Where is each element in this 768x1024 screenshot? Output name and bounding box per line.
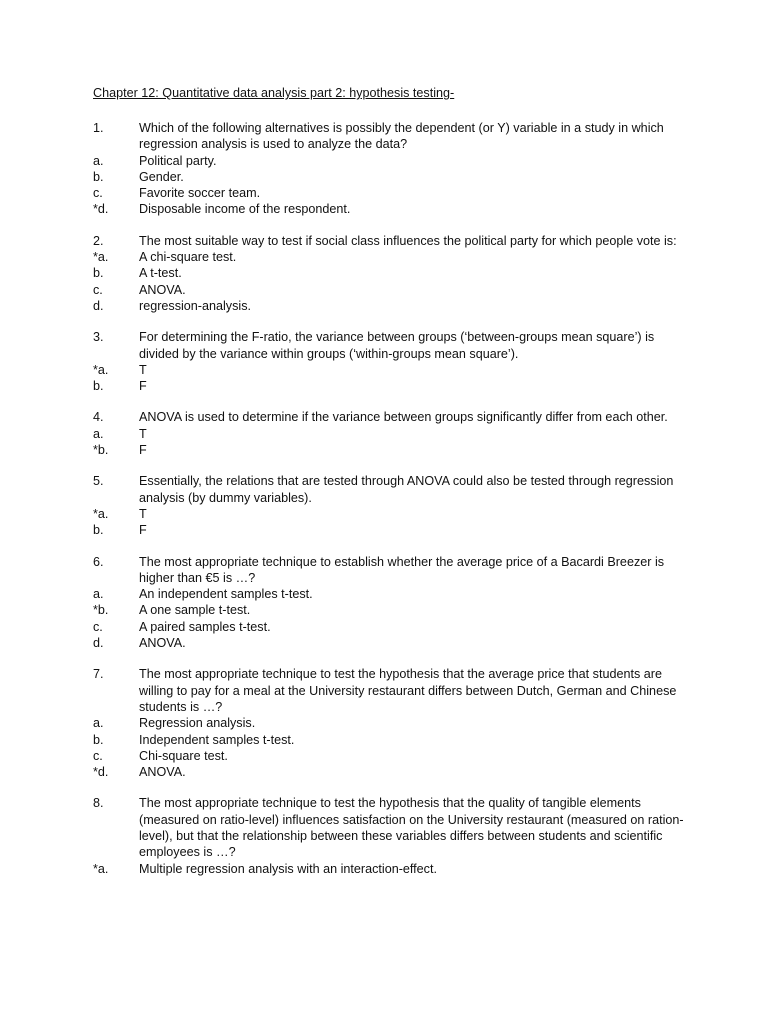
answer-option	[93, 522, 693, 538]
option-text: A t-test.	[139, 266, 182, 281]
answer-option	[93, 602, 693, 618]
question-row	[93, 795, 693, 860]
option-label: d.	[93, 298, 104, 313]
option-text: ANOVA.	[139, 282, 186, 297]
option-label: b.	[93, 379, 104, 394]
question-text: The most appropriate technique to test the hypothesis that the average price that students are willing to pay for a meal at the University restaurant differs between Dutch, German and Chinese students is …?	[139, 667, 677, 714]
question-text: ANOVA is used to determine if the variance between groups significantly differ from each other.	[139, 410, 668, 425]
answer-option	[93, 185, 693, 201]
option-text: regression-analysis.	[139, 298, 251, 313]
answer-option	[93, 732, 693, 748]
question-block	[93, 795, 693, 876]
question-block	[93, 554, 693, 652]
question-row	[93, 666, 693, 715]
option-label: a.	[93, 426, 104, 441]
answer-option	[93, 635, 693, 651]
option-text: Gender.	[139, 169, 184, 184]
answer-option	[93, 282, 693, 298]
question-number: 1.	[93, 121, 104, 135]
option-label: *d.	[93, 765, 109, 780]
option-text: F	[139, 379, 147, 394]
answer-option	[93, 861, 693, 877]
option-label: *b.	[93, 443, 109, 458]
question-text: The most appropriate technique to establish whether the average price of a Bacardi Breezer is higher than €5 is …?	[139, 554, 665, 585]
question-row	[93, 329, 693, 362]
answer-option	[93, 764, 693, 780]
answer-option	[93, 265, 693, 281]
question-block	[93, 666, 693, 780]
question-row	[93, 233, 693, 249]
option-text: An independent samples t-test.	[139, 587, 313, 602]
option-label: c.	[93, 282, 103, 297]
option-label: d.	[93, 636, 104, 651]
answer-option	[93, 362, 693, 378]
answer-option	[93, 426, 693, 442]
option-text: Multiple regression analysis with an interaction-effect.	[139, 861, 437, 876]
option-text: Regression analysis.	[139, 716, 256, 731]
question-number: 5.	[93, 474, 104, 489]
option-text: F	[139, 523, 147, 538]
answer-option	[93, 586, 693, 602]
question-block	[93, 473, 693, 538]
answer-option	[93, 506, 693, 522]
option-label: c.	[93, 186, 103, 201]
option-text: Chi-square test.	[139, 748, 228, 763]
question-text: For determining the F-ratio, the variance between groups (‘between-groups mean square’) is divided by the variance within groups (‘within-groups mean square’).	[139, 330, 655, 361]
question-number: 8.	[93, 796, 104, 811]
option-text: T	[139, 362, 147, 377]
answer-option	[93, 298, 693, 314]
option-label: c.	[93, 619, 103, 634]
option-label: b.	[93, 732, 104, 747]
option-label: *b.	[93, 603, 109, 618]
option-text: T	[139, 426, 147, 441]
option-label: b.	[93, 266, 104, 281]
question-block	[93, 120, 693, 218]
option-text: Independent samples t-test.	[139, 732, 295, 747]
answer-option	[93, 748, 693, 764]
option-label: b.	[93, 523, 104, 538]
answer-option	[93, 715, 693, 731]
option-text: ANOVA.	[139, 765, 186, 780]
option-label: *d.	[93, 202, 109, 217]
answer-option	[93, 442, 693, 458]
option-text: Favorite soccer team.	[139, 186, 261, 201]
option-label: a.	[93, 587, 104, 602]
answer-option	[93, 249, 693, 265]
answer-option	[93, 378, 693, 394]
option-text: Political party.	[139, 153, 217, 168]
option-text: A paired samples t-test.	[139, 619, 271, 634]
option-label: *a.	[93, 861, 109, 876]
question-block	[93, 233, 693, 314]
option-label: *a.	[93, 250, 109, 265]
question-number: 2.	[93, 233, 104, 248]
question-text: The most suitable way to test if social class influences the political party for which people vote is:	[139, 233, 677, 248]
option-text: A one sample t-test.	[139, 603, 251, 618]
answer-option	[93, 201, 693, 217]
option-text: ANOVA.	[139, 636, 186, 651]
question-row	[93, 473, 693, 506]
answer-option	[93, 619, 693, 635]
question-block	[93, 329, 693, 394]
question-row	[93, 409, 693, 425]
question-text: The most appropriate technique to test the hypothesis that the quality of tangible elements (measured on ratio-level) influences satisfaction on the University restaurant (measured on ration-level), but that the relationship between these variables differs between students and scientific employees is …?	[139, 796, 684, 860]
question-text: Which of the following alternatives is possibly the dependent (or Y) variable in a study in which regression analysis is used to analyze the data?	[139, 121, 664, 152]
question-number: 7.	[93, 667, 104, 682]
option-text: Disposable income of the respondent.	[139, 202, 351, 217]
option-text: A chi-square test.	[139, 250, 237, 265]
option-label: *a.	[93, 362, 109, 377]
option-label: *a.	[93, 506, 109, 521]
option-text: T	[139, 506, 147, 521]
answer-option	[93, 153, 693, 169]
question-block	[93, 409, 693, 458]
option-label: b.	[93, 169, 104, 184]
question-row	[93, 120, 693, 153]
answer-option	[93, 169, 693, 185]
question-number: 6.	[93, 554, 104, 569]
question-number: 3.	[93, 330, 104, 345]
option-label: c.	[93, 748, 103, 763]
question-list	[93, 120, 693, 892]
option-text: F	[139, 443, 147, 458]
question-number: 4.	[93, 410, 104, 425]
option-label: a.	[93, 153, 104, 168]
option-label: a.	[93, 716, 104, 731]
chapter-title: Chapter 12: Quantitative data analysis part 2: hypothesis testing-	[93, 86, 455, 100]
question-text: Essentially, the relations that are tested through ANOVA could also be tested through regression analysis (by dummy variables).	[139, 474, 674, 505]
question-row	[93, 554, 693, 587]
